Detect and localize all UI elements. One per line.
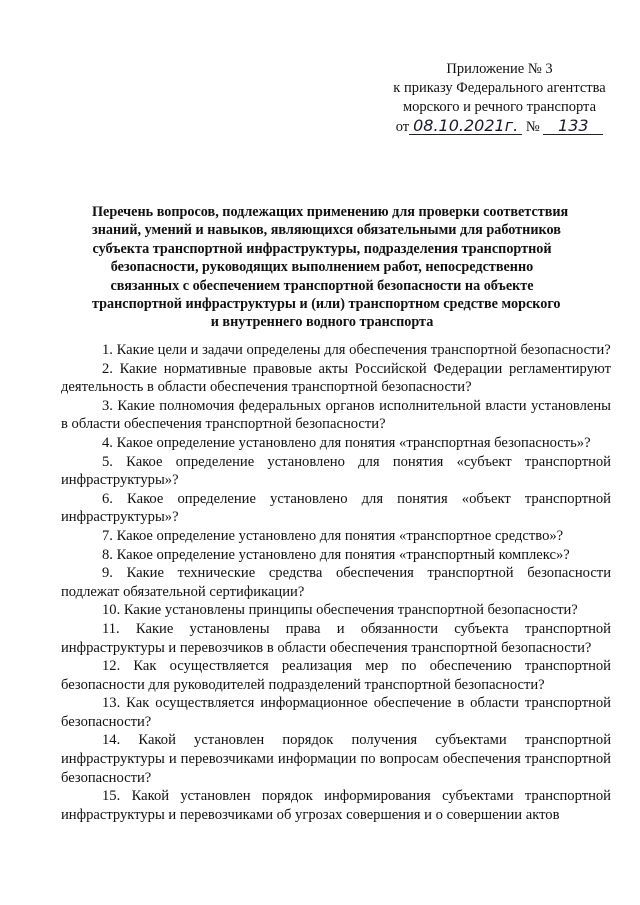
questions-list (61, 341, 611, 824)
title-line: и внутреннего водного транспорта (210, 314, 434, 331)
question-item: 15. Какой установлен порядок информирования субъектами транспортной инфраструктуры и перевозчиками об угрозах совершения и о совершении актов (61, 788, 611, 823)
title-line: знаний, умений и навыков, являющихся обязательными для работников (92, 222, 561, 239)
question-item: 9. Какие технические средства обеспечения транспортной безопасности подлежат обязательной сертификации? (61, 565, 611, 600)
order-date-number-line (382, 117, 617, 137)
title-line: транспортной инфраструктуры и (или) транспортном средстве морского (92, 296, 561, 313)
appendix-header (382, 60, 617, 137)
appendix-number: Приложение № 3 (446, 61, 553, 77)
question-item: 3. Какие полномочия федеральных органов исполнительной власти установлены в области обеспечения транспортной безопасности? (61, 397, 611, 433)
title-line: связанных с обеспечением транспортной безопасности на объекте (110, 277, 534, 294)
handwritten-date: 08.10.2021г. (409, 117, 522, 135)
number-label: № (525, 119, 540, 135)
question-item: 5. Какое определение установлено для понятия «субъект транспортной инфраструктуры»? (61, 453, 611, 489)
question-item: 12. Как осуществляется реализация мер по обеспечению транспортной безопасности для руководителей подразделений транспортной безопасности? (61, 658, 611, 693)
question-item: 10. Какие установлены принципы обеспечения транспортной безопасности? (102, 602, 578, 619)
title-line: Перечень вопросов, подлежащих применению для проверки соответствия (92, 204, 569, 220)
question-item: 2. Какие нормативные правовые акты Российской Федерации регламентируют деятельность в области обеспечения транспортной безопасности? (61, 360, 611, 396)
question-item: 6. Какое определение установлено для понятия «объект транспортной инфраструктуры»? (61, 490, 611, 526)
question-item: 8. Какое определение установлено для понятия «транспортный комплекс»? (102, 546, 570, 563)
handwritten-number: 133 (543, 117, 603, 135)
agency-name: морского и речного транспорта (402, 99, 597, 115)
from-label: от (395, 119, 410, 135)
question-item: 7. Какое определение установлено для понятия «транспортное средство»? (102, 527, 564, 544)
question-item: 4. Какое определение установлено для понятия «транспортная безопасность»? (102, 434, 591, 451)
title-line: безопасности, руководящих выполнением работ, непосредственно (110, 259, 534, 276)
question-item: 1. Какие цели и задачи определены для обеспечения транспортной безопасности? (102, 342, 611, 358)
question-item: 14. Какой установлен порядок получения субъектами транспортной инфраструктуры и перевозчиками информации по вопросам обеспечения транспортной безопасности? (61, 732, 611, 786)
question-item: 13. Как осуществляется информационное обеспечение в области транспортной безопасности? (61, 695, 611, 730)
document-title (92, 203, 569, 332)
order-reference: к приказу Федерального агентства (393, 80, 606, 96)
question-item: 11. Какие установлены права и обязанности субъекта транспортной инфраструктуры и перевозчиков в области обеспечения транспортной безопасности? (61, 620, 611, 656)
title-line: субъекта транспортной инфраструктуры, подразделения транспортной (92, 240, 552, 257)
